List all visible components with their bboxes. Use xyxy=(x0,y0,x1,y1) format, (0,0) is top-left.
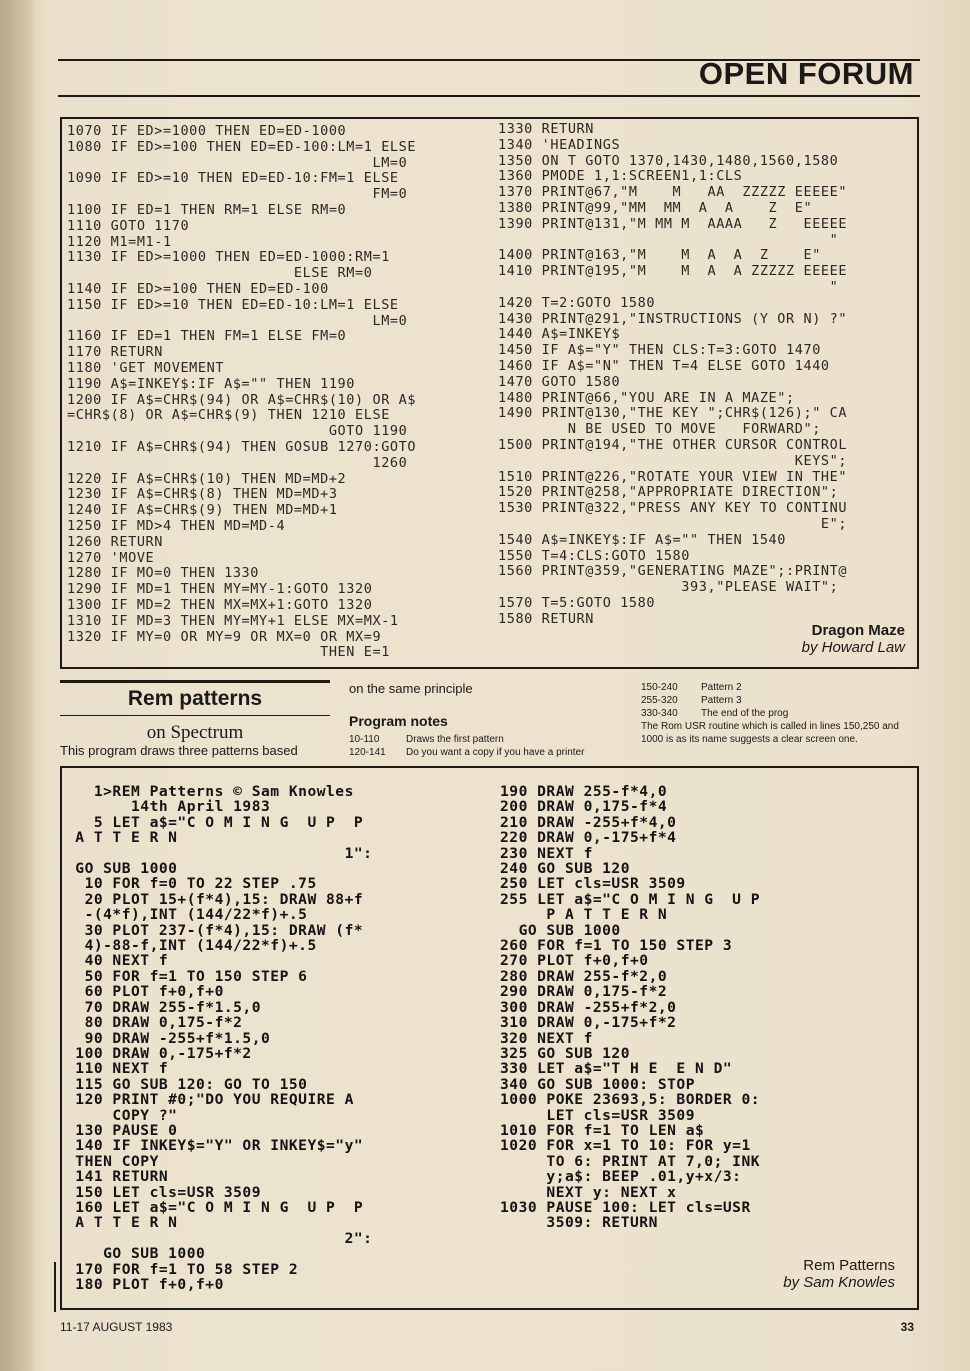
code-line: THEN COPY xyxy=(66,1153,159,1170)
code-line: 230 NEXT f xyxy=(500,845,593,862)
code-line: 14th April 1983 xyxy=(66,799,271,815)
code-line: 1140 IF ED>=100 THEN ED=ED-100 xyxy=(67,281,329,297)
rem-patterns-heading xyxy=(60,680,330,744)
code-line: 1270 'MOVE xyxy=(67,550,155,566)
page-number: 33 xyxy=(900,1320,914,1334)
code-line: 1": xyxy=(66,845,373,862)
intro-text-cont: on the same principle xyxy=(349,681,473,696)
code-line: 180 PLOT f+0,f+0 xyxy=(66,1277,224,1293)
code-line: 4)-88-f,INT (144/22*f)+.5 xyxy=(66,938,317,954)
code-line: 325 GO SUB 120 xyxy=(500,1045,631,1062)
code-line: 320 NEXT f xyxy=(500,1030,593,1046)
code-line: 1300 IF MD=2 THEN MX=MX+1:GOTO 1320 xyxy=(67,597,373,613)
code-line: 1370 PRINT@67,"M M AA ZZZZZ EEEEE" xyxy=(498,185,848,201)
rem-listing-left-column xyxy=(66,784,496,1292)
code-line: 280 DRAW 255-f*2,0 xyxy=(500,968,668,985)
code-line: 1000 POKE 23693,5: BORDER 0: xyxy=(500,1092,761,1108)
code-line: 1400 PRINT@163,"M M A A Z E" xyxy=(498,248,821,264)
code-line: 1470 GOTO 1580 xyxy=(498,374,621,390)
code-line: " xyxy=(498,279,839,295)
intro-text: This program draws three patterns based xyxy=(60,743,298,758)
code-line: 1380 PRINT@99,"MM MM A A Z E" xyxy=(498,200,813,216)
code-line: 1>REM Patterns © Sam Knowles xyxy=(66,784,354,800)
code-line: 1220 IF A$=CHR$(10) THEN MD=MD+2 xyxy=(67,471,347,487)
code-line: 150 LET cls=USR 3509 xyxy=(66,1184,262,1200)
code-line: 110 NEXT f xyxy=(66,1061,169,1077)
code-line: 1500 PRINT@194,"THE OTHER CURSOR CONTROL xyxy=(498,437,848,453)
code-line: 2": xyxy=(66,1230,373,1247)
credit-author: by Howard Law xyxy=(801,639,905,656)
code-line: 1480 PRINT@66,"YOU ARE IN A MAZE"; xyxy=(498,390,795,406)
code-line: 1420 T=2:GOTO 1580 xyxy=(498,295,656,311)
code-line: 1240 IF A$=CHR$(9) THEN MD=MD+1 xyxy=(67,503,338,519)
code-line: 250 LET cls=USR 3509 xyxy=(500,876,686,892)
code-line: 1350 ON T GOTO 1370,1430,1480,1560,1580 xyxy=(498,153,839,169)
code-line: 30 PLOT 237-(f*4),15: DRAW (f* xyxy=(66,922,364,939)
code-line: 1250 IF MD>4 THEN MD=MD-4 xyxy=(67,518,286,534)
code-line: 1150 IF ED>=10 THEN ED=ED-10:LM=1 ELSE xyxy=(67,297,399,313)
code-line: 160 LET a$="C O M I N G U P P xyxy=(66,1199,364,1216)
code-line: 1100 IF ED=1 THEN RM=1 ELSE RM=0 xyxy=(67,202,347,218)
code-line: 1160 IF ED=1 THEN FM=1 ELSE FM=0 xyxy=(67,329,347,345)
code-line: LM=0 xyxy=(67,155,408,171)
code-line: 1310 IF MD=3 THEN MY=MY+1 ELSE MX=MX-1 xyxy=(67,613,399,629)
code-line: 1460 IF A$="N" THEN T=4 ELSE GOTO 1440 xyxy=(498,358,830,374)
header-bottom-rule xyxy=(58,95,920,97)
code-line: 141 RETURN xyxy=(66,1169,169,1185)
code-line: 1230 IF A$=CHR$(8) THEN MD=MD+3 xyxy=(67,487,338,503)
code-line: 1290 IF MD=1 THEN MY=MY-1:GOTO 1320 xyxy=(67,582,373,598)
code-line: 260 FOR f=1 TO 150 STEP 3 xyxy=(500,938,733,954)
heading-thin-rule xyxy=(60,715,330,716)
code-line: 115 GO SUB 120: GO TO 150 xyxy=(66,1076,308,1093)
credit-title: Rem Patterns xyxy=(803,1257,895,1274)
code-line: 1180 'GET MOVEMENT xyxy=(67,360,225,376)
code-line: LET cls=USR 3509 xyxy=(500,1107,696,1123)
code-line: A T T E R N xyxy=(66,1215,178,1231)
code-line: 3509: RETURN xyxy=(500,1215,658,1231)
code-line: 340 GO SUB 1000: STOP xyxy=(500,1076,696,1093)
code-line: 5 LET a$="C O M I N G U P P xyxy=(66,814,364,831)
code-line: A T T E R N xyxy=(66,830,178,846)
dragon-listing-left-column xyxy=(67,124,487,661)
code-line: LM=0 xyxy=(67,313,408,329)
code-line: 1520 PRINT@258,"APPROPRIATE DIRECTION"; xyxy=(498,485,839,501)
code-line: 330 LET a$="T H E E N D" xyxy=(500,1061,733,1077)
code-line: 1340 'HEADINGS xyxy=(498,137,621,153)
code-line: 393,"PLEASE WAIT"; xyxy=(498,580,839,596)
code-line: COPY ?" xyxy=(66,1107,178,1123)
code-line: 130 PAUSE 0 xyxy=(66,1122,178,1139)
code-line: 140 IF INKEY$="Y" OR INKEY$="y" xyxy=(66,1138,364,1154)
code-line: 1410 PRINT@195,"M M A A ZZZZZ EEEEE xyxy=(498,264,848,280)
code-line: ELSE RM=0 xyxy=(67,266,373,282)
article-title: Rem patterns xyxy=(127,687,263,710)
credit-title: Dragon Maze xyxy=(811,622,905,639)
code-line: " xyxy=(498,232,839,248)
code-line: 1010 FOR f=1 TO LEN a$ xyxy=(500,1122,705,1139)
code-line: 1440 A$=INKEY$ xyxy=(498,327,621,343)
code-line: 20 PLOT 15+(f*4),15: DRAW 88+f xyxy=(66,891,364,908)
program-notes-title: Program notes xyxy=(349,713,448,729)
note-row: 330-340 The end of the prog xyxy=(641,708,789,719)
code-line: 270 PLOT f+0,f+0 xyxy=(500,953,649,969)
code-line: 1320 IF MY=0 OR MY=9 OR MX=0 OR MX=9 xyxy=(67,629,382,645)
note-row: 10-110 Draws the first pattern xyxy=(349,734,504,745)
code-line: 1080 IF ED>=100 THEN ED=ED-100:LM=1 ELSE xyxy=(67,139,417,155)
code-line: 1130 IF ED>=1000 THEN ED=ED-1000:RM=1 xyxy=(67,250,390,266)
code-line: 40 NEXT f xyxy=(66,953,169,969)
code-line: 1390 PRINT@131,"M MM M AAAA Z EEEEE xyxy=(498,216,848,232)
code-line: 200 DRAW 0,175-f*4 xyxy=(500,799,668,815)
note-row: 120-141 Do you want a copy if you have a printer xyxy=(349,747,585,758)
margin-rule xyxy=(54,1262,56,1312)
code-line: GO SUB 1000 xyxy=(66,1246,206,1262)
code-line: TO 6: PRINT AT 7,0; INK xyxy=(500,1153,761,1170)
code-line: 80 DRAW 0,175-f*2 xyxy=(66,1015,243,1031)
code-line: FM=0 xyxy=(67,187,408,203)
code-line: 220 DRAW 0,-175+f*4 xyxy=(500,830,677,846)
code-line: 170 FOR f=1 TO 58 STEP 2 xyxy=(66,1261,299,1277)
code-line: 1550 T=4:CLS:GOTO 1580 xyxy=(498,548,691,564)
heading-rule xyxy=(60,680,330,683)
code-line: THEN E=1 xyxy=(67,645,390,661)
code-line: 60 PLOT f+0,f+0 xyxy=(66,984,224,1000)
code-line: 1330 RETURN xyxy=(498,122,595,137)
code-line: 310 DRAW 0,-175+f*2 xyxy=(500,1015,677,1031)
code-line: 1030 PAUSE 100: LET cls=USR xyxy=(500,1199,751,1216)
code-line: 1260 RETURN xyxy=(67,534,164,550)
code-line: 1580 RETURN xyxy=(498,611,595,627)
code-line: 1540 A$=INKEY$:IF A$="" THEN 1540 xyxy=(498,532,787,548)
code-line: 300 DRAW -255+f*2,0 xyxy=(500,999,677,1016)
code-line: 1110 GOTO 1170 xyxy=(67,218,190,234)
rem-patterns-credit xyxy=(783,1257,895,1291)
note-row: 150-240 Pattern 2 xyxy=(641,682,742,693)
code-line: 1120 M1=M1-1 xyxy=(67,234,172,250)
code-line: N BE USED TO MOVE FORWARD"; xyxy=(498,422,821,438)
code-line: GO SUB 1000 xyxy=(500,922,621,939)
dragon-maze-credit xyxy=(802,622,905,656)
code-line: 100 DRAW 0,-175+f*2 xyxy=(66,1045,252,1062)
code-line: 1020 FOR x=1 TO 10: FOR y=1 xyxy=(500,1138,751,1154)
dragon-maze-listing xyxy=(60,117,919,669)
code-line: 1450 IF A$="Y" THEN CLS:T=3:GOTO 1470 xyxy=(498,343,821,359)
code-line: 1490 PRINT@130,"THE KEY ";CHR$(126);" CA xyxy=(498,406,848,422)
code-line: GOTO 1190 xyxy=(67,424,408,440)
code-line: 10 FOR f=0 TO 22 STEP .75 xyxy=(66,876,317,892)
code-line: 1360 PMODE 1,1:SCREEN1,1:CLS xyxy=(498,169,743,185)
code-line: E"; xyxy=(498,516,848,532)
code-line: y;a$: BEEP .01,y+x/3: xyxy=(500,1169,742,1185)
code-line: 240 GO SUB 120 xyxy=(500,861,631,877)
footer-date: 11-17 AUGUST 1983 xyxy=(60,1320,173,1334)
code-line: 90 DRAW -255+f*1.5,0 xyxy=(66,1030,271,1046)
code-line: 1090 IF ED>=10 THEN ED=ED-10:FM=1 ELSE xyxy=(67,171,399,187)
code-line: 1560 PRINT@359,"GENERATING MAZE";:PRINT@ xyxy=(498,564,848,580)
program-notes-right xyxy=(641,681,916,746)
program-notes xyxy=(349,733,584,759)
rem-listing-right-column xyxy=(500,784,910,1231)
code-line: 1430 PRINT@291,"INSTRUCTIONS (Y OR N) ?" xyxy=(498,311,848,327)
page-spine-shadow xyxy=(0,0,38,1371)
code-line: 290 DRAW 0,175-f*2 xyxy=(500,984,668,1000)
note-paragraph: The Rom USR routine which is called in lines 150,250 and 1000 is as its name suggests a clear screen one. xyxy=(641,721,899,745)
code-line: GO SUB 1000 xyxy=(66,861,178,877)
code-line: 210 DRAW -255+f*4,0 xyxy=(500,814,677,831)
note-row: 255-320 Pattern 3 xyxy=(641,695,742,706)
code-line: KEYS"; xyxy=(498,453,848,469)
code-line: 1530 PRINT@322,"PRESS ANY KEY TO CONTINU xyxy=(498,501,848,517)
code-line: -(4*f),INT (144/22*f)+.5 xyxy=(66,907,308,923)
code-line: 1190 A$=INKEY$:IF A$="" THEN 1190 xyxy=(67,376,356,392)
code-line: 1200 IF A$=CHR$(94) OR A$=CHR$(10) OR A$ xyxy=(67,392,417,408)
code-line: 120 PRINT #0;"DO YOU REQUIRE A xyxy=(66,1092,354,1108)
code-line: 255 LET a$="C O M I N G U P xyxy=(500,891,761,908)
credit-author: by Sam Knowles xyxy=(783,1274,895,1291)
code-line: 1070 IF ED>=1000 THEN ED=ED-1000 xyxy=(67,124,347,139)
code-line: 1260 xyxy=(67,455,408,471)
code-line: 1510 PRINT@226,"ROTATE YOUR VIEW IN THE" xyxy=(498,469,848,485)
code-line: 190 DRAW 255-f*4,0 xyxy=(500,784,668,800)
code-line: 1570 T=5:GOTO 1580 xyxy=(498,595,656,611)
article-subtitle: on Spectrum xyxy=(146,722,244,743)
code-line: P A T T E R N xyxy=(500,907,668,923)
code-line: =CHR$(8) OR A$=CHR$(9) THEN 1210 ELSE xyxy=(67,408,390,424)
code-line: 50 FOR f=1 TO 150 STEP 6 xyxy=(66,968,308,985)
section-title: OPEN FORUM xyxy=(698,56,914,91)
dragon-listing-right-column xyxy=(498,122,914,628)
rem-patterns-listing xyxy=(60,766,919,1310)
code-line: 1280 IF MO=0 THEN 1330 xyxy=(67,566,260,582)
code-line: 1170 RETURN xyxy=(67,345,164,361)
code-line: NEXT y: NEXT x xyxy=(500,1184,677,1200)
code-line: 1210 IF A$=CHR$(94) THEN GOSUB 1270:GOTO xyxy=(67,439,417,455)
code-line: 70 DRAW 255-f*1.5,0 xyxy=(66,999,262,1016)
